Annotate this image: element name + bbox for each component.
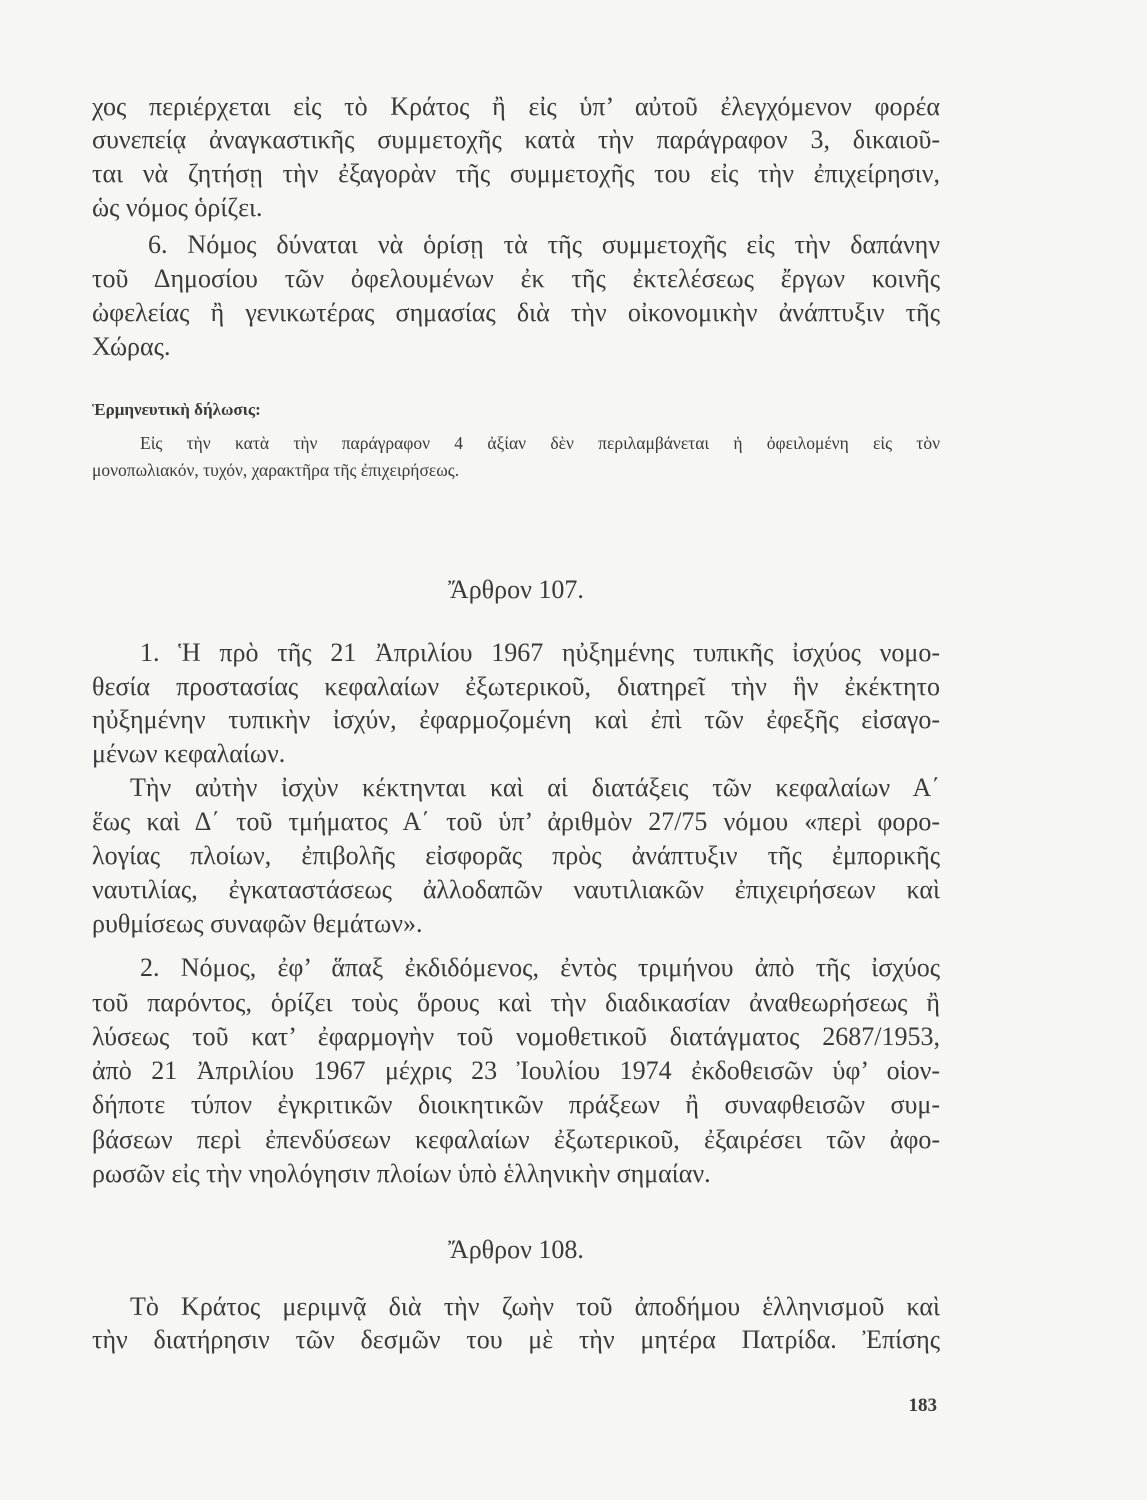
text-line: ρωσῶν εἰς τὴν νηολόγησιν πλοίων ὑπὸ ἑλληνικὴν σημαίαν. — [92, 1159, 711, 1188]
page-number: 183 — [908, 1395, 937, 1416]
text-line: ἕως καὶ Δ΄ τοῦ τμήματος Α΄ τοῦ ὑπ’ ἀριθμὸν 27/75 νόμου «περὶ φορο- — [92, 807, 940, 836]
text-line: 2. Νόμος, ἐφ’ ἅπαξ ἐκδιδόμενος, ἐντὸς τριμήνου ἀπὸ τῆς ἰσχύος — [140, 953, 940, 982]
article-title: Ἄρθρον 108. — [448, 1235, 584, 1264]
text-line: 1. Ἡ πρὸ τῆς 21 Ἀπριλίου 1967 ηὐξημένης τυπικῆς ἰσχύος νομο- — [140, 638, 940, 667]
text-line: ὡς νόμος ὁρίζει. — [92, 193, 263, 222]
text-line: μένων κεφαλαίων. — [92, 739, 286, 768]
text-line: ὠφελείας ἢ γενικωτέρας σημασίας διὰ τὴν οἰκονομικὴν ἀνάπτυξιν τῆς — [92, 298, 940, 327]
text-line: ηὐξημένην τυπικὴν ἰσχύν, ἐφαρμοζομένη καὶ ἐπὶ τῶν ἐφεξῆς εἰσαγο- — [92, 705, 940, 734]
section-heading: Ἑρμηνευτικὴ δήλωσις: — [92, 400, 261, 419]
text-line: ται νὰ ζητήσῃ τὴν ἐξαγορὰν τῆς συμμετοχῆς του εἰς τὴν ἐπιχείρησιν, — [92, 159, 940, 188]
text-line: τοῦ Δημοσίου τῶν ὀφελουμένων ἐκ τῆς ἐκτελέσεως ἔργων κοινῆς — [92, 264, 940, 293]
text-line: θεσία προστασίας κεφαλαίων ἐξωτερικοῦ, διατηρεῖ τὴν ἣν ἐκέκτητο — [92, 672, 940, 701]
text-line: χος περιέρχεται εἰς τὸ Κράτος ἢ εἰς ὑπ’ αὐτοῦ ἐλεγχόμενον φορέα — [92, 92, 940, 121]
text-line: βάσεων περὶ ἐπενδύσεων κεφαλαίων ἐξωτερικοῦ, ἐξαιρέσει τῶν ἀφο- — [92, 1125, 940, 1154]
text-line: τὴν διατήρησιν τῶν δεσμῶν του μὲ τὴν μητέρα Πατρίδα. Ἐπίσης — [92, 1325, 940, 1354]
text-line: ναυτιλίας, ἐγκαταστάσεως ἀλλοδαπῶν ναυτιλιακῶν ἐπιχειρήσεων καὶ — [92, 875, 940, 904]
text-line: Χώρας. — [92, 332, 171, 361]
text-line: 6. Νόμος δύναται νὰ ὁρίσῃ τὰ τῆς συμμετοχῆς εἰς τὴν δαπάνην — [148, 230, 940, 259]
article-title: Ἄρθρον 107. — [448, 575, 584, 604]
text-line: δήποτε τύπον ἐγκριτικῶν διοικητικῶν πράξεων ἢ συναφθεισῶν συμ- — [92, 1090, 940, 1119]
text-line: Τὸ Κράτος μεριμνᾷ διὰ τὴν ζωὴν τοῦ ἀποδήμου ἑλληνισμοῦ καὶ — [130, 1292, 940, 1321]
note-line: Εἰς τὴν κατὰ τὴν παράγραφον 4 ἀξίαν δὲν περιλαμβάνεται ἡ ὀφειλομένη εἰς τὸν — [140, 433, 940, 453]
text-line: λύσεως τοῦ κατ’ ἐφαρμογὴν τοῦ νομοθετικοῦ διατάγματος 2687/1953, — [92, 1022, 940, 1051]
text-line: λογίας πλοίων, ἐπιβολῆς εἰσφορᾶς πρὸς ἀνάπτυξιν τῆς ἐμπορικῆς — [92, 841, 940, 870]
text-line: τοῦ παρόντος, ὁρίζει τοὺς ὅρους καὶ τὴν διαδικασίαν ἀναθεωρήσεως ἢ — [92, 988, 940, 1017]
text-line: ἀπὸ 21 Ἀπριλίου 1967 μέχρις 23 Ἰουλίου 1974 ἐκδοθεισῶν ὑφ’ οἱον- — [92, 1056, 940, 1085]
text-line: συνεπείᾳ ἀναγκαστικῆς συμμετοχῆς κατὰ τὴν παράγραφον 3, δικαιοῦ- — [92, 125, 940, 154]
note-line: μονοπωλιακόν, τυχόν, χαρακτῆρα τῆς ἐπιχειρήσεως. — [92, 460, 460, 480]
text-line: Τὴν αὐτὴν ἰσχὺν κέκτηνται καὶ αἱ διατάξεις τῶν κεφαλαίων Α΄ — [130, 773, 940, 802]
text-line: ρυθμίσεως συναφῶν θεμάτων». — [92, 909, 423, 938]
